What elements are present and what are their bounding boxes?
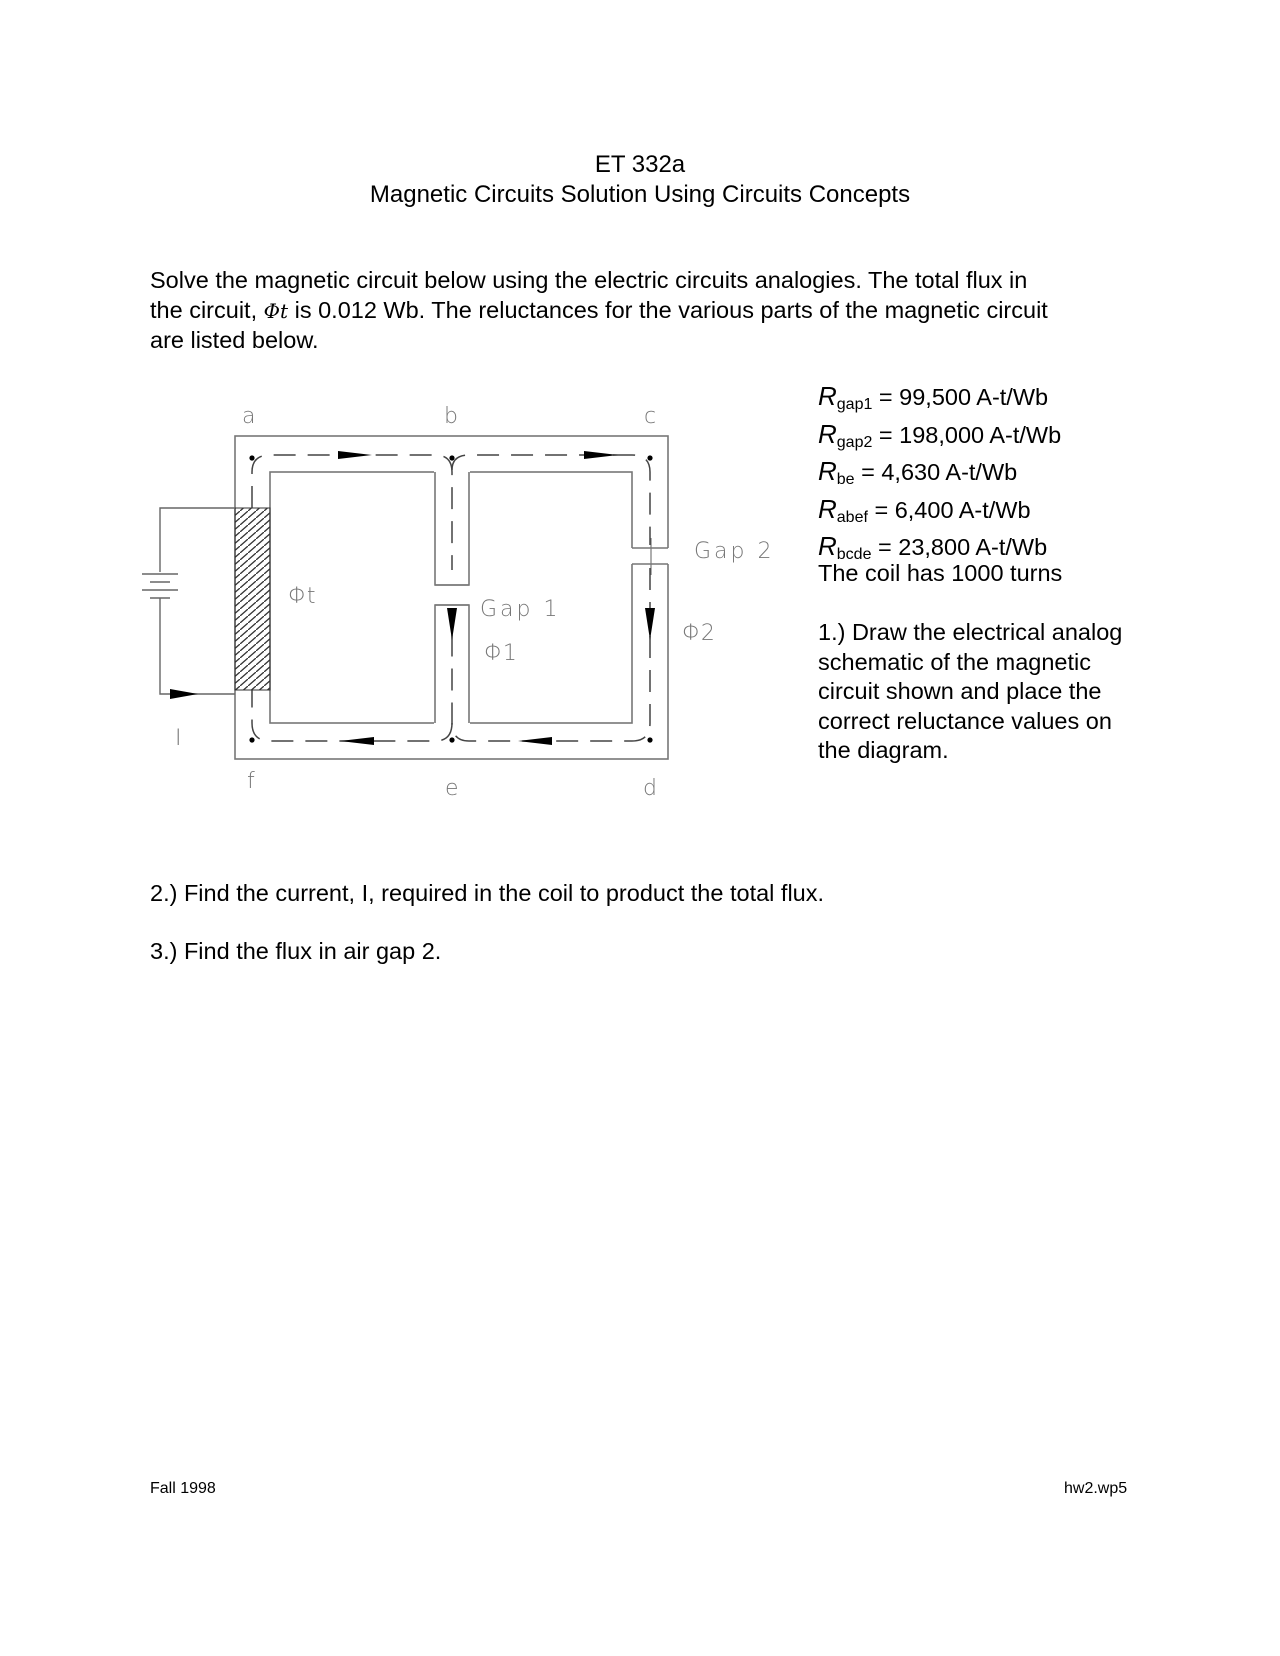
question-3: 3.) Find the flux in air gap 2. xyxy=(150,938,442,964)
current-arrow xyxy=(170,689,198,699)
reluctance-subscript: gap2 xyxy=(836,433,873,451)
flux-symbol: Φt xyxy=(263,298,289,323)
reluctance-value: = 99,500 A-t/Wb xyxy=(872,384,1049,410)
reluctance-value: = 198,000 A-t/Wb xyxy=(872,421,1062,448)
coil-turns-text: The coil has 1000 turns xyxy=(818,560,1063,586)
course-title: ET 332a xyxy=(594,151,686,178)
intro-line-2b: is 0.012 Wb. The reluctances for the various parts of the magnetic circuit xyxy=(288,296,1048,323)
phi-2-label: Φ2 xyxy=(682,621,715,646)
battery-circuit xyxy=(142,508,235,694)
reluctance-symbol: R xyxy=(818,493,837,524)
reluctance-symbol: R xyxy=(818,418,837,449)
reluctance-symbol: R xyxy=(818,456,837,486)
reluctance-symbol: R xyxy=(818,381,837,411)
intro-line-1: Solve the magnetic circuit below using the electric circuits analogies. The total flux in xyxy=(150,267,1028,293)
reluctance-value: = 23,800 A-t/Wb xyxy=(871,534,1048,560)
coil-winding xyxy=(235,508,270,690)
phi-1-label: Φ1 xyxy=(484,641,517,666)
reluctance-symbol: R xyxy=(818,531,837,561)
node-label-d: d xyxy=(643,776,657,801)
question-1: 1.) Draw the electrical analog schematic of the magnetic circuit shown and place the correct reluctance values on the diagram. xyxy=(818,619,1123,763)
question-2: 2.) Find the current, I, required in the coil to product the total flux. xyxy=(150,880,825,906)
node-label-e: e xyxy=(445,776,459,801)
node-label-c: c xyxy=(644,404,657,429)
footer-date: Fall 1998 xyxy=(150,1480,216,1497)
node-label-b: b xyxy=(444,404,458,429)
reluctance-subscript: be xyxy=(836,471,855,488)
reluctance-subscript: gap1 xyxy=(836,396,873,413)
reluctance-value: = 4,630 A-t/Wb xyxy=(854,459,1018,485)
document-subtitle: Magnetic Circuits Solution Using Circuits Concepts xyxy=(369,181,911,208)
current-label: I xyxy=(175,726,182,751)
phi-t-label: Φt xyxy=(288,584,316,609)
intro-line-3: are listed below. xyxy=(150,327,319,353)
gap-1-label: Gap 1 xyxy=(480,597,561,622)
reluctance-value: = 6,400 A-t/Wb xyxy=(867,496,1031,523)
node-label-f: f xyxy=(247,769,255,794)
footer-filename: hw2.wp5 xyxy=(1064,1480,1128,1497)
gap-2-label: Gap 2 xyxy=(694,539,775,564)
intro-line-2a: the circuit, xyxy=(150,296,264,323)
reluctance-subscript: abef xyxy=(836,508,868,526)
reluctance-subscript: bcde xyxy=(836,546,872,563)
node-label-a: a xyxy=(242,404,256,429)
